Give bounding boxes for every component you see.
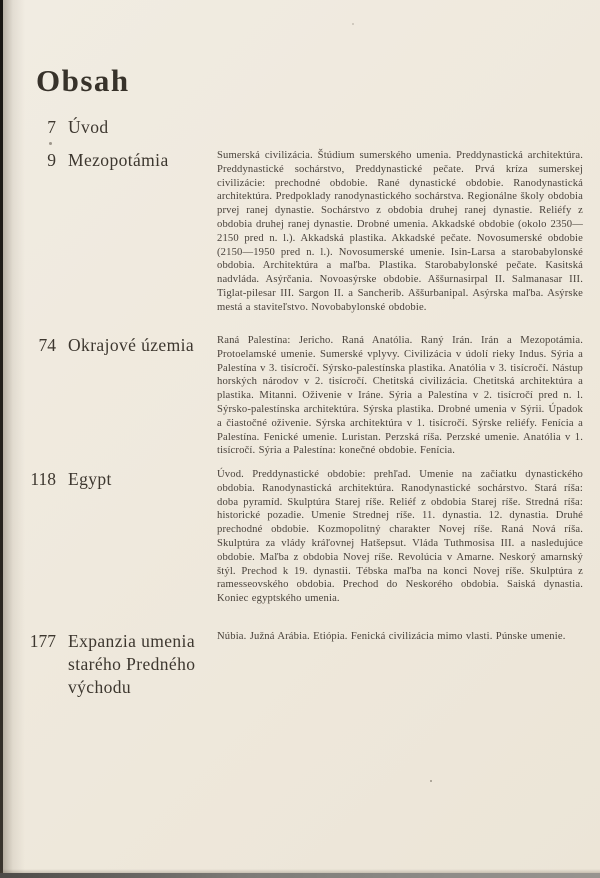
toc-page-number: 74 [38, 335, 56, 355]
toc-entry-description: Raná Palestína: Jericho. Raná Anatólia. Raný Irán. Irán a Mezopotámia. Protoelamské umenie. Sumerské vplyvy. Civilizácia v údolí rieky Indus. Sýria a Palestína v 3. tisícročí. Sýrsko-palestínska plastika. Anatólia v 3. tisícročí. Nástup horských národov v 2. tisícročí. Chetitská civilizácia. Chetitská architektúra a plastika. Mitanni. Oživenie v Iráne. Sýria a Palestína v 2. tisícročí pred n. l. Sýrsko-palestínska architektúra. Sýrska plastika. Drobné umenia v Sýrii. Úpadok a čiastočné oživenie. Sýrska architektúra v 1. tisícročí. Sýrske reliéfy. Fenícia a Palestína. Fenické umenie. Luristan. Perzská ríša. Perzské umenie. Anatólia v 1. tisícročí. Sýria a Palestína: konečné obdobie. Fenícia. [217, 335, 583, 457]
toc-entry-title: Úvod [68, 117, 109, 137]
toc-entry-description: Úvod. Preddynastické obdobie: prehľad. Umenie na začiatku dynastického obdobia. Ranodynastická architektúra. Ranodynastické sochárstvo. Stará ríša: doba pyramíd. Skulptúra Starej ríše. Reliéf z obdobia Starej ríše. Stredná ríša: historické pozadie. Umenie Strednej ríše. 11. dynastia. 12. dynastia. Druhé prechodné obdobie. Kozmopolitný charakter Novej ríše. Raná Nová ríša. Skulptúra za vlády kráľovnej Hatšepsut. Vláda Tuthmosisa III. a nasledujúce obdobie. Maľba z obdobia Novej ríše. Revolúcia v Amarne. Neskorý amarnský štýl. Prechod k 19. dynastii. Tébska maľba na konci Novej ríše. Skulptúra z ramesseovského obdobia. Prechod do Neskorého obdobia. Saiská dynastia. Koniec egyptského umenia. [217, 469, 583, 605]
toc-page-number: 9 [47, 150, 56, 170]
toc-entry-mezopotamia [0, 149, 590, 315]
toc-entry-expanzia [0, 630, 590, 699]
paper-speck [49, 142, 52, 145]
toc-entry-title: Mezopotámia [68, 150, 169, 170]
toc-page-number: 118 [30, 469, 56, 489]
toc-entry-description: Sumerská civilizácia. Štúdium sumerského umenia. Preddynastická architektúra. Preddynastické sochárstvo, Preddynastické pečate. Prvá kríza sumerskej civilizácie: prechodné obdobie. Rané dynastické obdobie. Ranodynastická architektúra. Predpoklady ranodynastického sochárstva. Regionálne školy obdobia prvej ranej dynastie. Sochárstvo z obdobia druhej ranej dynastie. Reliéfy z obdobia druhej ranej dynastie. Drobné umenia. Akkadské obdobie (okolo 2350—2150 pred n. l.). Akkadská plastika. Akkadské pečate. Novosumerské obdobie (2150—1950 pred n. l.). Novosumerské umenie. Isin-Larsa a starobabylonské obdobia. Architektúra a maľba. Plastika. Starobabylonské pečate. Kasitská nadvláda. Asýrčania. Novoasýrske obdobie. Aššurnasirpal II. Salmanasar III. Tiglat-pilesar III. Sargon II. a Sancherib. Aššurbanipal. Asýrska maľba. Asýrske mestá a staviteľstvo. Novobabylonské obdobie. [217, 150, 583, 313]
toc-page-number: 177 [29, 631, 56, 651]
paper-speck [352, 23, 354, 25]
contents-title: Obsah [36, 62, 130, 98]
toc-entry-okrajove-uzemia [0, 334, 590, 458]
toc-entry-description: Núbia. Južná Arábia. Etiópia. Fenická civilizácia mimo vlasti. Púnske umenie. [217, 631, 566, 642]
paper-speck [430, 780, 432, 782]
toc-page-number: 7 [47, 117, 56, 137]
toc-entry-uvod [0, 116, 590, 139]
toc-entry-title: Okrajové územia [68, 335, 195, 355]
toc-entry-title: Egypt [68, 469, 112, 489]
toc-entry-egypt [0, 468, 590, 606]
scan-bottom-edge [0, 873, 600, 878]
toc-entry-title: Expanzia umenia starého Predného východu [68, 631, 196, 697]
